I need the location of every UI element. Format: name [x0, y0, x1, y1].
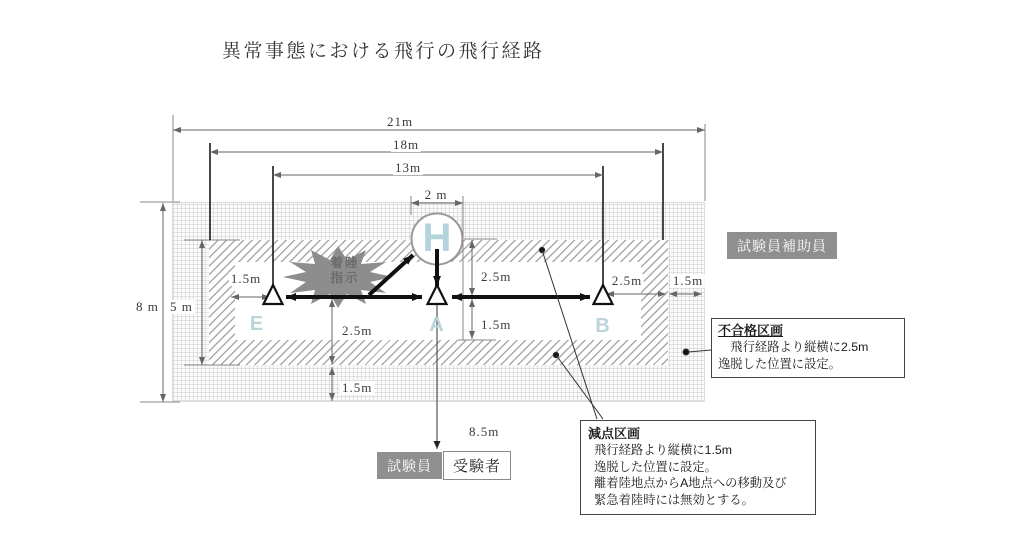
examinee-role-box: 受験者	[443, 451, 511, 480]
dim-course-width-label: 18m	[392, 137, 420, 152]
deduction-zone-callout	[580, 420, 816, 515]
deduction-zone-callout-line4: 緊急着陸時には無効とする。	[594, 492, 754, 507]
fail-zone-callout-line2: 逸脱した位置に設定。	[718, 356, 841, 371]
landing-instruction-text	[330, 256, 359, 286]
dim-pad-diameter-label: 2 m	[424, 187, 448, 202]
landing-instruction-line1: 着陸	[330, 256, 360, 270]
dim-above-path-label: 2.5m	[481, 269, 512, 284]
dim-below-path-fail-label: 2.5m	[342, 323, 373, 338]
dim-below-path-label: 1.5m	[481, 317, 512, 332]
dim-right-fail-label: 2.5m	[611, 273, 643, 288]
waypoint-e-label: E	[249, 313, 265, 335]
dim-outer-width-label: 21m	[386, 114, 414, 129]
dim-course-height-label: 5 m	[170, 299, 193, 314]
waypoint-a-triangle	[428, 285, 447, 304]
dim-examinee-distance-label: 8.5m	[469, 424, 500, 439]
assistant-role-box: 試験員補助員	[727, 232, 837, 259]
waypoint-e-triangle	[264, 285, 283, 304]
deduction-zone-callout-line3: 離着陸地点からA地点への移動及び	[594, 476, 787, 490]
dim-right-offset-label: 1.5m	[672, 273, 704, 288]
dim-left-offset-label: 1.5m	[230, 271, 262, 286]
dim-path-width-label: 13m	[394, 160, 422, 175]
waypoint-b-label: B	[595, 315, 611, 337]
landing-instruction-line2: 指示	[330, 271, 360, 285]
dim-outer-height-label: 8 m	[136, 299, 159, 314]
fail-zone-callout-title: 不合格区画	[718, 323, 784, 338]
fail-zone-callout	[711, 318, 905, 378]
examiner-role-box: 試験員	[377, 452, 442, 479]
deduction-zone-callout-line1: 飛行経路より縦横に1.5m	[594, 443, 733, 457]
diagram-title: 異常事態における飛行の飛行経路	[222, 41, 545, 62]
helipad-h-label: H	[422, 216, 452, 260]
dim-bottom-offset-label: 1.5m	[342, 380, 373, 395]
fail-zone-callout-line1: 飛行経路より縦横に2.5m	[718, 340, 869, 354]
deduction-zone-callout-title: 減点区画	[588, 426, 641, 441]
deduction-zone-callout-line2: 逸脱した位置に設定。	[594, 459, 717, 474]
waypoint-a-label: A	[429, 314, 445, 336]
